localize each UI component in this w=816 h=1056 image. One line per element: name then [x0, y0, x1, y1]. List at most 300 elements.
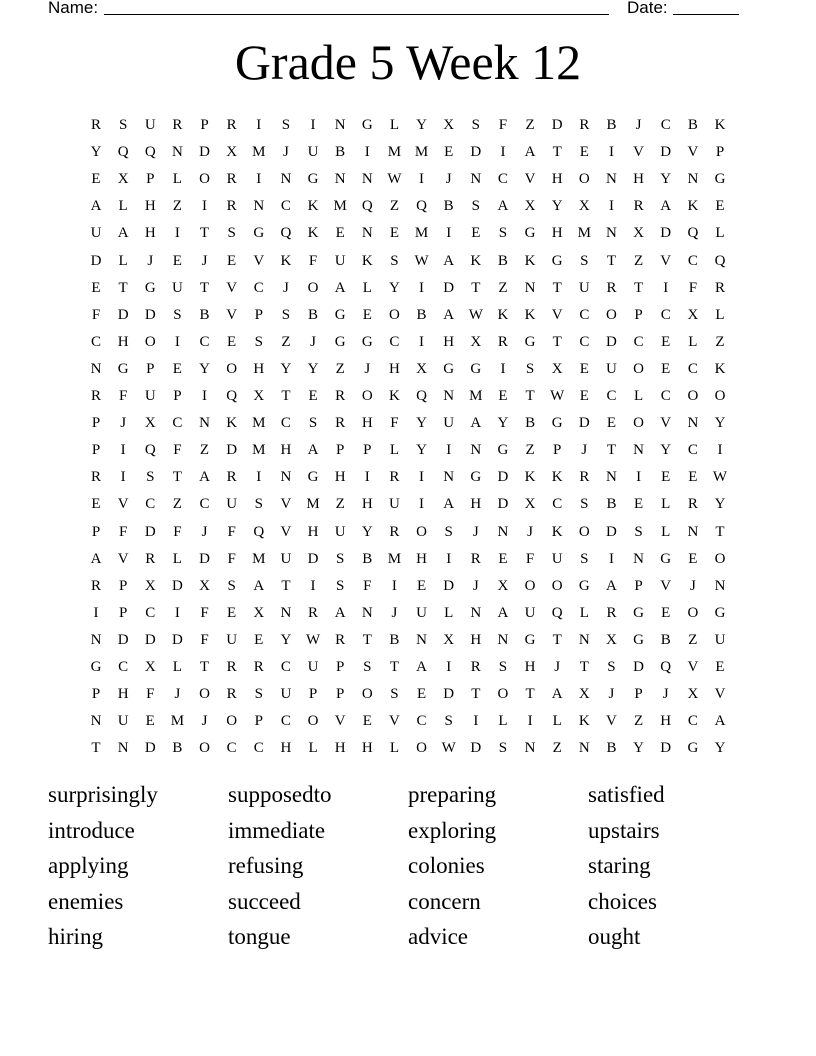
grid-letter[interactable]: Z [172, 496, 182, 513]
grid-letter[interactable]: K [524, 306, 536, 323]
grid-letter[interactable]: I [174, 604, 180, 621]
grid-letter[interactable]: M [252, 144, 266, 161]
grid-letter[interactable]: K [524, 252, 536, 269]
grid-letter[interactable]: F [308, 252, 318, 269]
grid-letter[interactable]: Y [389, 279, 400, 296]
grid-letter[interactable]: G [470, 360, 482, 377]
grid-letter[interactable]: V [660, 415, 672, 432]
grid-letter[interactable]: H [443, 333, 455, 350]
grid-letter[interactable]: M [414, 144, 429, 161]
grid-letter[interactable]: J [472, 523, 479, 540]
grid-letter[interactable]: L [389, 442, 399, 459]
grid-letter[interactable]: I [527, 713, 533, 730]
grid-letter[interactable]: F [118, 388, 128, 404]
grid-letter[interactable]: U [524, 604, 536, 621]
grid-letter[interactable]: C [145, 496, 156, 513]
grid-letter[interactable]: O [307, 279, 319, 296]
grid-letter[interactable]: C [253, 740, 264, 757]
grid-letter[interactable]: R [579, 117, 590, 133]
grid-letter[interactable]: K [714, 360, 726, 377]
grid-letter[interactable]: V [633, 144, 645, 161]
grid-letter[interactable]: O [687, 604, 699, 621]
grid-letter[interactable]: B [335, 144, 346, 161]
grid-letter[interactable]: E [172, 360, 182, 377]
grid-letter[interactable]: E [444, 144, 454, 161]
grid-letter[interactable]: B [172, 740, 183, 757]
grid-letter[interactable]: W [414, 252, 429, 269]
grid-letter[interactable]: K [361, 252, 373, 269]
grid-letter[interactable]: X [687, 306, 699, 323]
grid-letter[interactable]: H [117, 686, 129, 703]
grid-letter[interactable]: E [145, 713, 155, 730]
grid-letter[interactable]: U [443, 415, 455, 432]
grid-letter[interactable]: X [524, 198, 536, 215]
grid-letter[interactable]: S [363, 659, 372, 675]
grid-letter[interactable]: D [443, 686, 455, 703]
grid-letter[interactable]: Y [307, 360, 319, 377]
grid-letter[interactable]: K [307, 198, 319, 215]
grid-letter[interactable]: A [307, 442, 319, 459]
grid-letter[interactable]: S [580, 252, 589, 269]
grid-letter[interactable]: I [446, 225, 452, 242]
grid-letter[interactable]: G [660, 550, 672, 567]
grid-letter[interactable]: S [335, 577, 345, 594]
grid-letter[interactable]: E [579, 388, 589, 404]
grid-letter[interactable]: H [280, 442, 292, 459]
grid-letter[interactable]: E [471, 225, 481, 242]
grid-letter[interactable]: D [606, 523, 617, 540]
grid-letter[interactable]: D [660, 225, 672, 242]
grid-letter[interactable]: I [608, 198, 614, 215]
grid-letter[interactable]: I [120, 442, 126, 459]
grid-letter[interactable]: Q [144, 442, 156, 459]
grid-letter[interactable]: C [552, 496, 563, 513]
grid-letter[interactable]: F [200, 631, 209, 648]
grid-letter[interactable]: E [579, 144, 589, 161]
grid-letter[interactable]: V [334, 713, 346, 730]
grid-letter[interactable]: A [443, 252, 455, 269]
grid-letter[interactable]: S [227, 577, 236, 594]
grid-letter[interactable]: R [226, 171, 237, 188]
grid-letter[interactable]: I [608, 550, 614, 567]
grid-letter[interactable]: F [118, 523, 128, 540]
grid-letter[interactable]: X [416, 360, 427, 377]
grid-letter[interactable]: J [282, 279, 289, 296]
grid-letter[interactable]: H [470, 631, 482, 648]
grid-letter[interactable]: D [660, 740, 672, 757]
grid-letter[interactable]: S [390, 686, 399, 703]
grid-letter[interactable]: C [389, 333, 400, 350]
grid-letter[interactable]: I [202, 388, 208, 404]
grid-letter[interactable]: O [226, 360, 238, 377]
grid-letter[interactable]: L [308, 740, 318, 757]
grid-letter[interactable]: T [281, 577, 291, 594]
grid-letter[interactable]: S [444, 713, 453, 730]
grid-letter[interactable]: G [253, 225, 265, 242]
grid-letter[interactable]: A [90, 198, 102, 215]
grid-letter[interactable]: B [687, 117, 698, 133]
grid-letter[interactable]: C [660, 117, 671, 133]
grid-letter[interactable]: Y [714, 415, 726, 432]
grid-letter[interactable]: U [334, 523, 346, 540]
grid-letter[interactable]: Q [551, 604, 563, 621]
grid-letter[interactable]: K [280, 252, 292, 269]
grid-letter[interactable]: T [471, 686, 481, 703]
grid-letter[interactable]: E [362, 713, 372, 730]
grid-letter[interactable]: E [661, 469, 671, 486]
grid-letter[interactable]: T [634, 279, 644, 296]
grid-letter[interactable]: D [660, 144, 672, 161]
grid-letter[interactable]: O [389, 306, 400, 323]
grid-letter[interactable]: N [687, 171, 699, 188]
grid-letter[interactable]: A [714, 713, 726, 730]
grid-letter[interactable]: N [280, 604, 292, 621]
grid-letter[interactable]: G [334, 333, 346, 350]
grid-letter[interactable]: Z [552, 740, 562, 757]
grid-letter[interactable]: M [170, 713, 185, 730]
grid-letter[interactable]: Y [714, 740, 726, 757]
grid-letter[interactable]: U [307, 659, 319, 675]
grid-letter[interactable]: M [414, 225, 429, 242]
grid-letter[interactable]: E [172, 252, 182, 269]
grid-letter[interactable]: T [389, 659, 399, 675]
grid-letter[interactable]: H [144, 198, 156, 215]
grid-letter[interactable]: H [361, 415, 373, 432]
grid-letter[interactable]: N [687, 415, 699, 432]
grid-letter[interactable]: K [470, 252, 482, 269]
grid-letter[interactable]: R [145, 550, 156, 567]
grid-letter[interactable]: L [715, 306, 725, 323]
grid-letter[interactable]: T [199, 279, 210, 296]
grid-letter[interactable]: T [91, 740, 101, 757]
grid-letter[interactable]: T [715, 523, 725, 540]
grid-letter[interactable]: U [280, 550, 292, 567]
grid-letter[interactable]: O [687, 388, 699, 404]
grid-letter[interactable]: N [578, 740, 590, 757]
grid-letter[interactable]: S [281, 117, 291, 133]
grid-letter[interactable]: Y [90, 144, 102, 161]
grid-letter[interactable]: U [389, 496, 400, 513]
grid-letter[interactable]: S [335, 550, 345, 567]
grid-letter[interactable]: I [310, 117, 316, 133]
grid-letter[interactable]: R [253, 659, 264, 675]
grid-letter[interactable]: D [144, 631, 156, 648]
grid-letter[interactable]: W [387, 171, 402, 188]
grid-letter[interactable]: F [227, 523, 236, 540]
grid-letter[interactable]: D [117, 306, 129, 323]
grid-letter[interactable]: H [117, 333, 129, 350]
grid-letter[interactable]: Y [551, 198, 563, 215]
grid-letter[interactable]: G [524, 225, 536, 242]
grid-letter[interactable]: H [334, 740, 346, 757]
grid-letter[interactable]: T [552, 333, 562, 350]
grid-letter[interactable]: H [524, 659, 536, 675]
grid-letter[interactable]: I [419, 171, 425, 188]
grid-letter[interactable]: N [606, 469, 617, 486]
grid-letter[interactable]: N [361, 604, 373, 621]
grid-letter[interactable]: L [661, 523, 671, 540]
grid-letter[interactable]: K [307, 225, 319, 242]
grid-letter[interactable]: B [308, 306, 319, 323]
grid-letter[interactable]: U [226, 631, 238, 648]
grid-letter[interactable]: H [470, 496, 482, 513]
grid-letter[interactable]: J [554, 659, 561, 675]
grid-letter[interactable]: R [389, 523, 400, 540]
grid-letter[interactable]: J [527, 523, 533, 540]
grid-letter[interactable]: S [254, 333, 263, 350]
grid-letter[interactable]: I [446, 550, 452, 567]
grid-letter[interactable]: K [551, 469, 563, 486]
grid-letter[interactable]: I [500, 360, 506, 377]
grid-letter[interactable]: E [254, 631, 264, 648]
grid-letter[interactable]: U [551, 550, 563, 567]
grid-letter[interactable]: T [281, 388, 291, 404]
grid-letter[interactable]: S [498, 659, 508, 675]
grid-letter[interactable]: J [472, 577, 479, 594]
grid-letter[interactable]: Z [199, 442, 210, 459]
grid-letter[interactable]: T [471, 279, 481, 296]
grid-letter[interactable]: E [227, 604, 237, 621]
grid-letter[interactable]: Z [281, 333, 291, 350]
grid-letter[interactable]: G [633, 604, 645, 621]
grid-letter[interactable]: Y [361, 523, 373, 540]
grid-letter[interactable]: E [416, 577, 427, 594]
grid-letter[interactable]: F [200, 604, 209, 621]
grid-letter[interactable]: Z [498, 279, 508, 296]
grid-letter[interactable]: G [524, 333, 536, 350]
grid-letter[interactable]: K [551, 523, 563, 540]
grid-letter[interactable]: Y [660, 171, 672, 188]
grid-letter[interactable]: T [172, 469, 182, 486]
grid-letter[interactable]: H [551, 171, 563, 188]
grid-letter[interactable]: N [171, 144, 183, 161]
grid-letter[interactable]: O [307, 713, 319, 730]
grid-letter[interactable]: N [280, 171, 292, 188]
grid-letter[interactable]: G [578, 577, 590, 594]
grid-letter[interactable]: X [687, 686, 699, 703]
grid-letter[interactable]: L [444, 604, 454, 621]
grid-letter[interactable]: I [663, 279, 669, 296]
grid-letter[interactable]: H [307, 523, 319, 540]
grid-letter[interactable]: B [199, 306, 210, 323]
grid-letter[interactable]: C [118, 659, 129, 675]
grid-letter[interactable]: S [498, 740, 508, 757]
grid-letter[interactable]: E [661, 360, 671, 377]
grid-letter[interactable]: J [445, 171, 452, 188]
grid-letter[interactable]: X [443, 631, 455, 648]
grid-letter[interactable]: X [144, 415, 156, 432]
grid-letter[interactable]: G [443, 360, 455, 377]
grid-letter[interactable]: I [446, 442, 452, 459]
grid-letter[interactable]: C [497, 171, 508, 188]
grid-letter[interactable]: M [252, 415, 266, 432]
grid-letter[interactable]: O [199, 740, 210, 757]
grid-letter[interactable]: P [146, 171, 155, 188]
grid-letter[interactable]: X [470, 333, 482, 350]
grid-letter[interactable]: E [91, 171, 101, 188]
grid-letter[interactable]: C [280, 713, 291, 730]
grid-letter[interactable]: D [171, 631, 183, 648]
grid-letter[interactable]: T [579, 659, 589, 675]
grid-letter[interactable]: K [226, 415, 238, 432]
grid-letter[interactable]: N [524, 740, 536, 757]
grid-letter[interactable]: Z [172, 198, 182, 215]
grid-letter[interactable]: P [335, 686, 345, 703]
grid-letter[interactable]: J [147, 252, 154, 269]
grid-letter[interactable]: G [551, 415, 563, 432]
grid-letter[interactable]: D [199, 550, 210, 567]
grid-letter[interactable]: J [391, 604, 398, 621]
grid-letter[interactable]: T [199, 225, 210, 242]
grid-letter[interactable]: E [91, 496, 101, 513]
grid-letter[interactable]: P [634, 577, 643, 594]
grid-letter[interactable]: S [254, 496, 263, 513]
grid-letter[interactable]: I [717, 442, 723, 459]
grid-letter[interactable]: T [552, 631, 562, 648]
grid-letter[interactable]: D [117, 631, 129, 648]
grid-letter[interactable]: S [281, 306, 291, 323]
grid-letter[interactable]: G [687, 740, 699, 757]
grid-letter[interactable]: N [90, 631, 102, 648]
grid-letter[interactable]: Q [416, 388, 427, 404]
grid-letter[interactable]: F [227, 550, 236, 567]
grid-letter[interactable]: K [578, 713, 590, 730]
grid-letter[interactable]: P [146, 360, 155, 377]
grid-letter[interactable]: Q [280, 225, 292, 242]
grid-letter[interactable]: A [606, 577, 617, 594]
grid-letter[interactable]: O [497, 686, 509, 703]
grid-letter[interactable]: M [387, 144, 402, 161]
grid-letter[interactable]: G [144, 279, 156, 296]
grid-letter[interactable]: L [634, 388, 644, 404]
grid-letter[interactable]: E [498, 550, 508, 567]
grid-letter[interactable]: S [525, 360, 535, 377]
grid-letter[interactable]: S [607, 659, 616, 675]
grid-letter[interactable]: T [362, 631, 372, 648]
grid-letter[interactable]: D [144, 523, 156, 540]
grid-letter[interactable]: P [335, 659, 345, 675]
grid-letter[interactable]: R [389, 469, 400, 486]
grid-letter[interactable]: O [524, 577, 536, 594]
grid-letter[interactable]: L [172, 550, 182, 567]
grid-letter[interactable]: Z [525, 117, 535, 133]
grid-letter[interactable]: V [687, 144, 699, 161]
grid-letter[interactable]: H [280, 740, 292, 757]
grid-letter[interactable]: P [634, 306, 643, 323]
grid-letter[interactable]: G [633, 631, 645, 648]
grid-letter[interactable]: N [443, 388, 455, 404]
grid-letter[interactable]: R [226, 198, 237, 215]
grid-letter[interactable]: R [90, 388, 101, 404]
grid-letter[interactable]: P [308, 686, 318, 703]
grid-letter[interactable]: B [606, 496, 617, 513]
grid-letter[interactable]: X [117, 171, 129, 188]
grid-letter[interactable]: R [172, 117, 183, 133]
grid-letter[interactable]: L [552, 713, 562, 730]
grid-letter[interactable]: X [253, 388, 265, 404]
grid-letter[interactable]: M [387, 550, 402, 567]
grid-letter[interactable]: N [633, 550, 645, 567]
grid-letter[interactable]: E [715, 659, 725, 675]
grid-letter[interactable]: T [199, 659, 210, 675]
grid-letter[interactable]: R [714, 279, 725, 296]
grid-letter[interactable]: F [525, 550, 535, 567]
grid-letter[interactable]: X [226, 144, 238, 161]
grid-letter[interactable]: I [202, 198, 208, 215]
grid-letter[interactable]: U [144, 117, 156, 133]
grid-letter[interactable]: V [660, 252, 672, 269]
grid-letter[interactable]: O [714, 550, 726, 567]
grid-letter[interactable]: P [200, 117, 209, 133]
grid-letter[interactable]: Q [144, 144, 156, 161]
grid-letter[interactable]: O [606, 306, 617, 323]
grid-letter[interactable]: D [443, 577, 455, 594]
grid-letter[interactable]: F [390, 415, 399, 432]
grid-letter[interactable]: D [497, 469, 509, 486]
grid-letter[interactable]: K [714, 117, 726, 133]
grid-letter[interactable]: R [335, 388, 346, 404]
grid-letter[interactable]: C [199, 496, 210, 513]
grid-letter[interactable]: N [633, 442, 645, 459]
grid-letter[interactable]: B [525, 415, 536, 432]
grid-letter[interactable]: I [636, 469, 642, 486]
grid-letter[interactable]: B [606, 117, 617, 133]
grid-letter[interactable]: N [416, 631, 427, 648]
grid-letter[interactable]: I [120, 469, 126, 486]
grid-letter[interactable]: S [146, 469, 155, 486]
grid-letter[interactable]: C [416, 713, 427, 730]
grid-letter[interactable]: H [144, 225, 156, 242]
grid-letter[interactable]: I [419, 469, 425, 486]
grid-letter[interactable]: K [497, 306, 509, 323]
grid-letter[interactable]: O [714, 388, 726, 404]
grid-letter[interactable]: P [715, 144, 725, 161]
grid-letter[interactable]: T [552, 279, 562, 296]
grid-letter[interactable]: Z [634, 713, 644, 730]
grid-letter[interactable]: Z [525, 442, 535, 459]
grid-letter[interactable]: F [498, 117, 508, 133]
grid-letter[interactable]: P [553, 442, 562, 459]
grid-letter[interactable]: G [714, 604, 726, 621]
grid-letter[interactable]: J [120, 415, 127, 432]
grid-letter[interactable]: R [308, 604, 319, 621]
grid-letter[interactable]: I [174, 333, 180, 350]
grid-letter[interactable]: Y [280, 631, 292, 648]
grid-letter[interactable]: G [90, 659, 102, 675]
grid-letter[interactable]: S [227, 225, 236, 242]
grid-letter[interactable]: R [226, 659, 237, 675]
grid-letter[interactable]: G [307, 171, 319, 188]
grid-letter[interactable]: F [173, 523, 182, 540]
grid-letter[interactable]: F [146, 686, 155, 703]
grid-letter[interactable]: H [416, 550, 427, 567]
grid-letter[interactable]: S [498, 225, 508, 242]
grid-letter[interactable]: C [280, 415, 291, 432]
grid-letter[interactable]: A [253, 577, 265, 594]
grid-letter[interactable]: K [389, 388, 400, 404]
grid-letter[interactable]: I [256, 469, 262, 486]
grid-letter[interactable]: Q [117, 144, 129, 161]
grid-letter[interactable]: B [497, 252, 508, 269]
grid-letter[interactable]: H [389, 360, 400, 377]
grid-letter[interactable]: A [497, 604, 509, 621]
grid-letter[interactable]: V [117, 496, 129, 513]
grid-letter[interactable]: U [117, 713, 129, 730]
grid-letter[interactable]: R [633, 198, 644, 215]
grid-letter[interactable]: H [633, 171, 645, 188]
grid-letter[interactable]: X [524, 496, 536, 513]
grid-letter[interactable]: I [364, 144, 370, 161]
